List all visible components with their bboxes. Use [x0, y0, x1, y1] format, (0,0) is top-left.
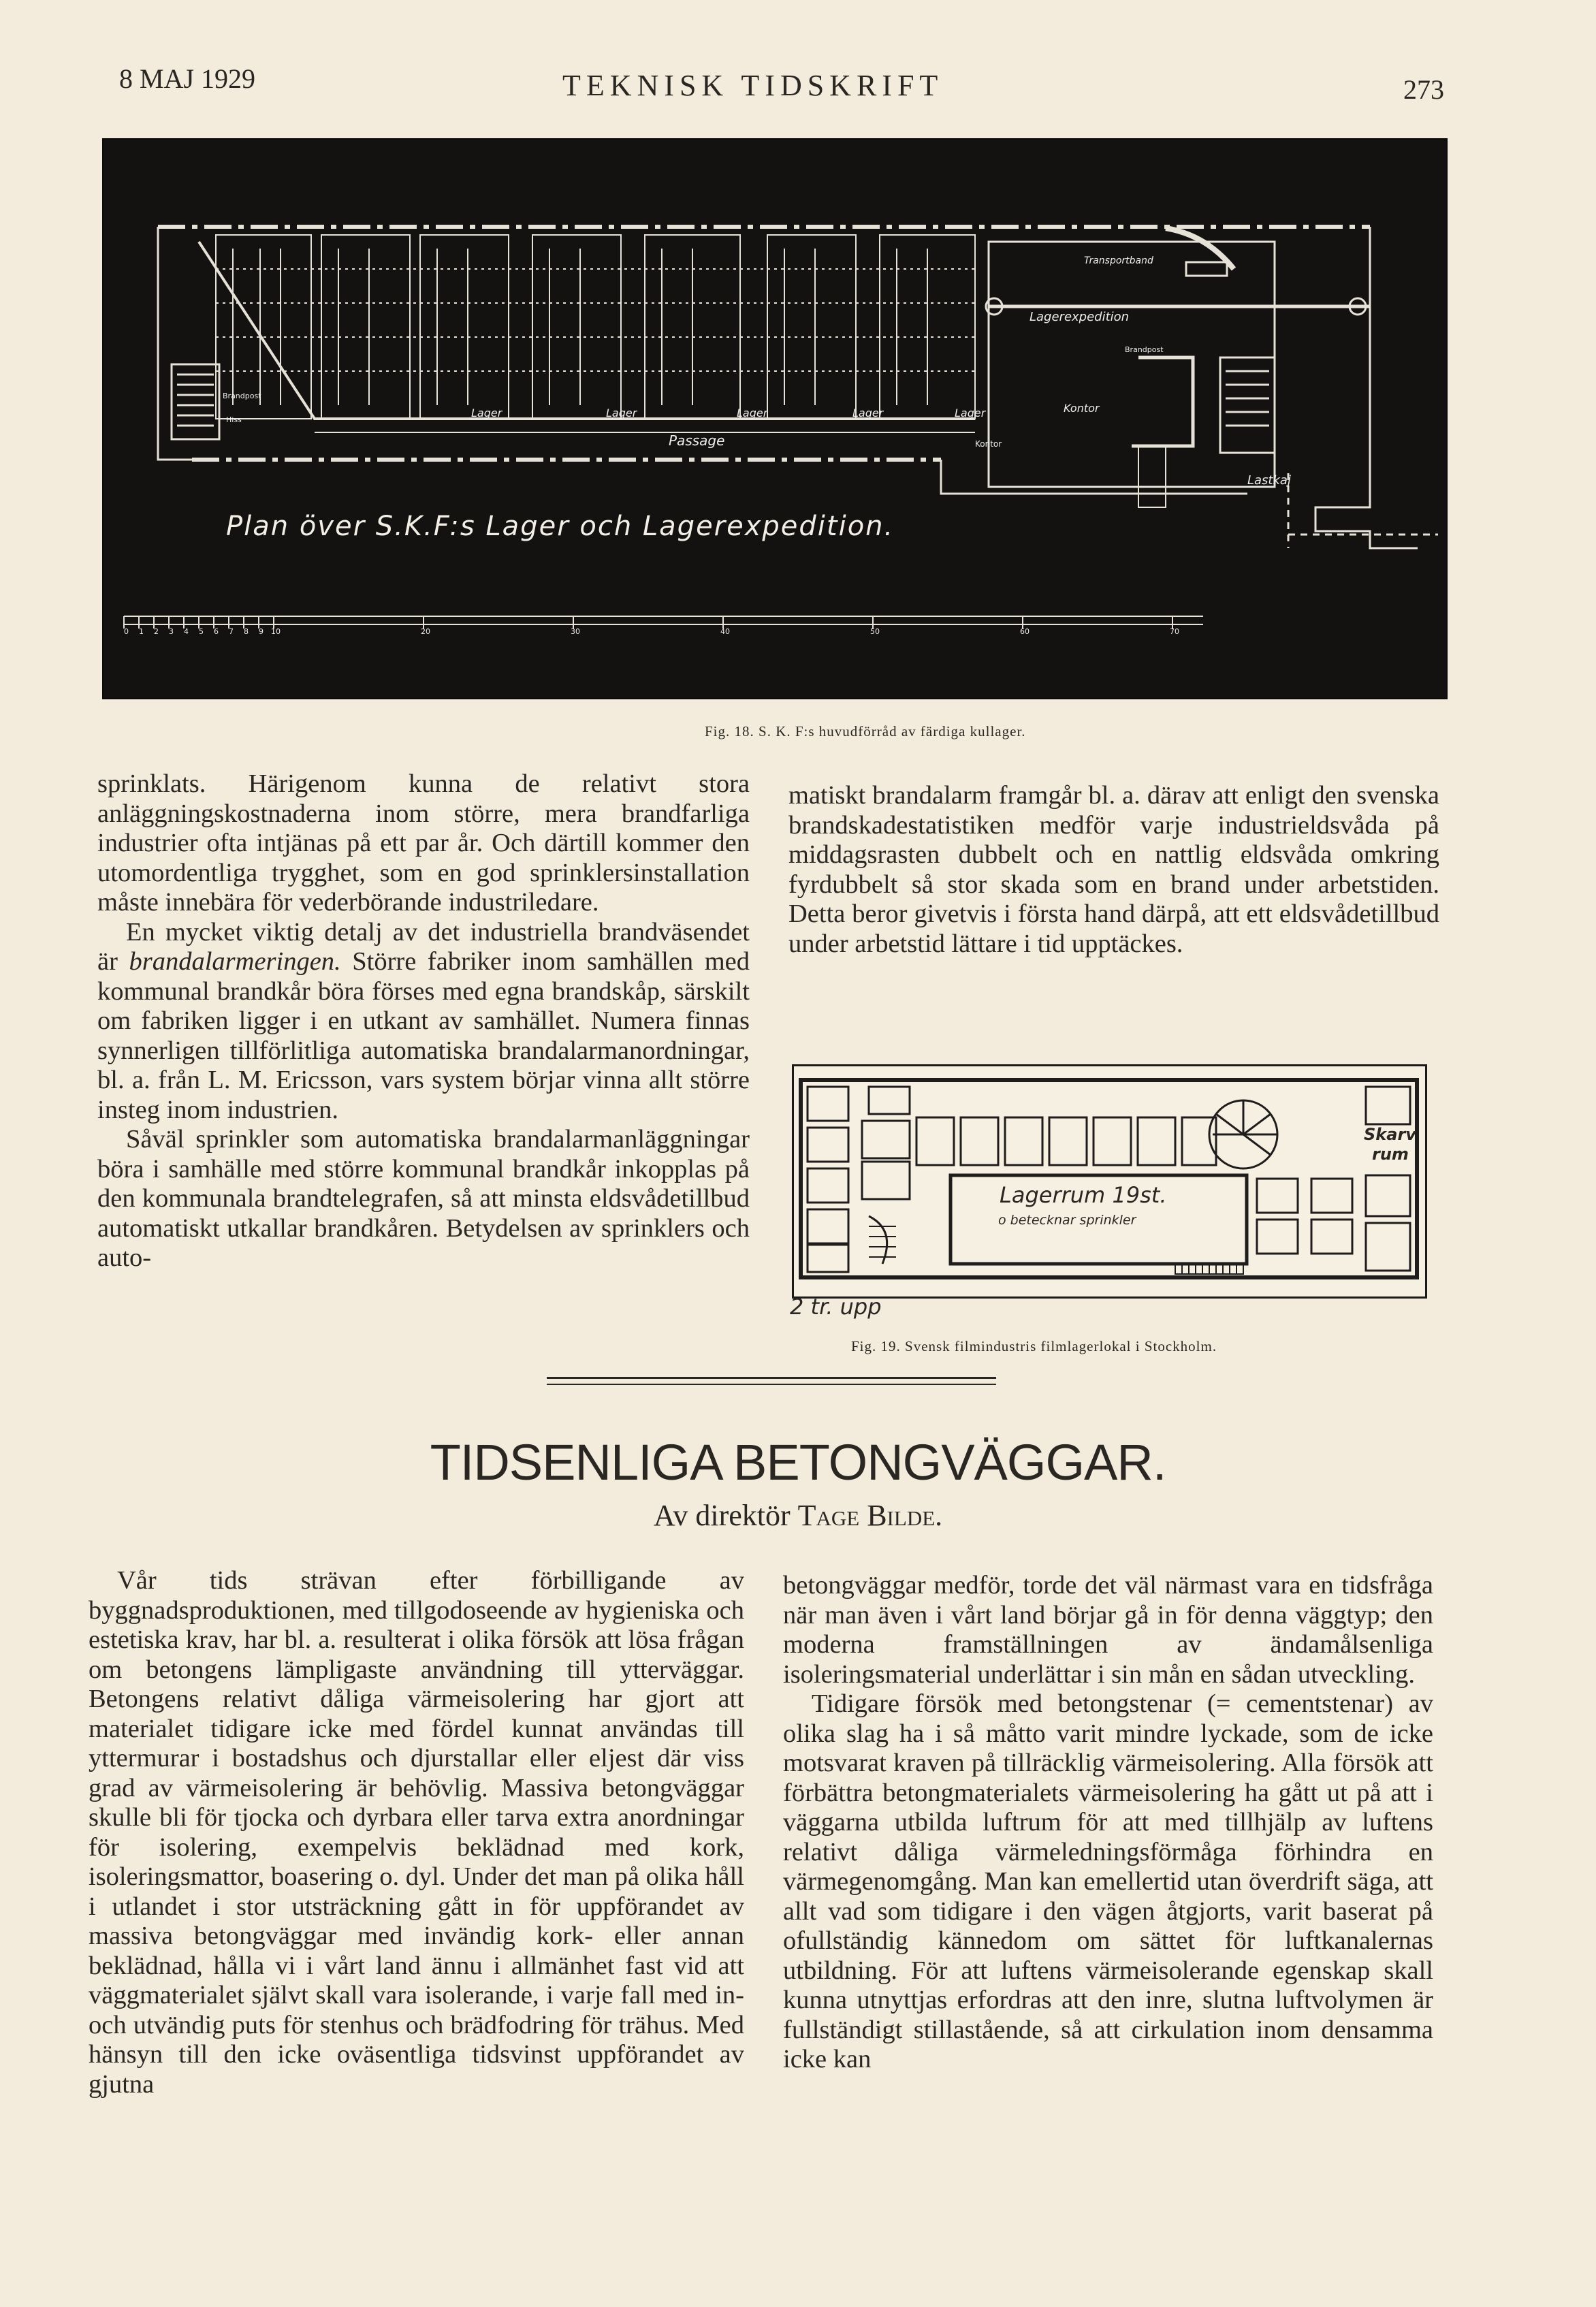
scale-ticks [117, 627, 1207, 641]
label-lager-4: Lager [852, 407, 884, 419]
author-name: Tage Bilde. [797, 1499, 943, 1532]
room-label: Lagerrum 19st. [1000, 1182, 1167, 1208]
scale-tick: 70 [1170, 627, 1179, 636]
label-kontor-2: Kontor [975, 439, 1002, 449]
label-kontor-1: Kontor [1064, 402, 1100, 415]
label-lager-3: Lager [737, 407, 768, 419]
scale-tick: 30 [571, 627, 580, 636]
label-lager-2: Lager [606, 407, 637, 419]
label-lastkaj: Lastkaj [1247, 473, 1291, 488]
paragraph: Såväl sprinkler som automatiska brandalarmanläggningar böra i samhälle med större kommunal brandkår inkopplas på den kommunala brandtelegrafen, så att minsta eldsvådetillbud automatiskt utkallar brandkåren. Betydelsen av sprinklers och auto- [97, 1125, 750, 1272]
scale-tick: 6 [214, 627, 219, 636]
film-storage-plan-drawing [794, 1066, 1425, 1296]
label-brandpost-right: Brandpost [1125, 345, 1164, 354]
paragraph: Tidigare försök med betongstenar (= cementstenar) av olika slag ha i så måtto varit mindre lyckade, som de icke motsvarat kraven på tillräcklig värmeisolering. Alla försök att förbättra betongmaterialets värmeisolering ha gått ut på att i väggarna utbilda luftrum för att med tillhjälp av luftens relativt dåliga värmeledningsförmåga förhindra en värmegenomgång. Man kan emellertid utan överdrift säga, att allt vad som tidigare i den vägen åtgjorts, varit baserat på ofullständig kännedom om sättet för luftkanalernas utbildning. För att luftens värmeisolerande egenskap skall kunna utnyttjas erfordras att den inre, slutna luftvolymen är fullständigt stillastående, så att cirkulation inom densamma icke kan [783, 1689, 1433, 2073]
text-run: Större fabriker inom samhällen med kommunal brandkår böra förses med egna brandskåp, särskilt om fabriken ligger i en utkant av samhället. Numera finnas synnerligen tillförlitliga automatiska brandalarmanordningar, bl. a. från L. M. Ericsson, vars system börjar vinna allt större insteg inom industrien. [97, 947, 750, 1124]
label-transportband: Transportband [1084, 255, 1153, 266]
label-passage: Passage [669, 432, 725, 449]
storage-bays [216, 235, 975, 419]
article-title: TIDSENLIGA BETONGVÄGGAR. [430, 1434, 1166, 1491]
upper-left-column [97, 769, 750, 1273]
scale-tick: 0 [124, 627, 129, 636]
scale-tick: 8 [244, 627, 249, 636]
label-lager-1: Lager [471, 407, 502, 419]
article-byline [0, 1498, 1596, 1533]
scale-tick: 7 [229, 627, 234, 636]
article-divider [547, 1384, 996, 1385]
scale-tick: 1 [139, 627, 144, 636]
emphasis: brandalarmeringen. [129, 947, 341, 976]
scale-tick: 2 [154, 627, 159, 636]
figure-18-caption: Fig. 18. S. K. F:s huvudförråd av färdiga kullager. [705, 723, 1026, 739]
scale-tick: 10 [271, 627, 281, 636]
article-divider [547, 1377, 996, 1379]
scale-tick: 5 [199, 627, 204, 636]
vault-cells-right [1257, 1087, 1410, 1271]
scale-tick: 4 [184, 627, 189, 636]
paragraph: sprinklats. Härigenom kunna de relativt stora anläggningskostnaderna inom större, mera brandfarliga industrier ofta intjänas på ett par år. Och därtill kommer den utomordentliga trygghet, som en god sprinklersinstallation måste innebära för vederbörande industriledare. [97, 769, 750, 917]
paragraph: Vår tids strävan efter förbilligande av byggnadsproduktionen, med tillgodoseende av hygieniska och estetiska krav, har bl. a. resulterat i olika försök att lösa frågan om betongens lämpligaste användning till ytterväggar. Betongens relativt dåliga värmeisolering har gjort att materialet tidigare icke med fördel kunnat användas till yttermurar i bostadshus och djurstallar eller eljest där viss grad av värmeisolering är behövlig. Massiva betongväggar skulle bli för tjocka och dyrbara eller tarva extra anordningar för isolering, exempelvis beklädnad med kork, isoleringsmattor, boasering o. dyl. Under det man på olika håll i utlandet i stor utsträckning gått in för uppförandet av massiva betongväggar med invändig kork- eller annan beklädnad, hålla vi i vårt land ännu i allmänhet fast vid att väggmaterialet självt skall vara isolerande, i varje fall med in- och utvändig puts för stenhus och brädfodring för trähus. Med hänsyn till den icke oväsentliga tidsvinst uppförandet av gjutna [89, 1566, 744, 2099]
lower-left-column [89, 1566, 744, 2099]
label-hiss: Hiss [226, 415, 242, 424]
page-number: 273 [1403, 74, 1444, 105]
label-brandpost-left: Brandpost [223, 392, 261, 400]
scale-tick: 60 [1020, 627, 1030, 636]
stair-label: 2 tr. upp [790, 1294, 882, 1320]
label-lager-5: Lager [955, 407, 986, 419]
page-date: 8 MAJ 1929 [119, 63, 256, 94]
sprinkler-legend: o betecknar sprinkler [998, 1213, 1136, 1228]
scale-tick: 20 [421, 627, 430, 636]
scale-tick: 3 [169, 627, 174, 636]
upper-right-column [788, 781, 1439, 959]
text-run: En mycket viktig detalj av det industriella brandväsendet är [97, 917, 750, 976]
paragraph [97, 918, 750, 1126]
drawing-title: Plan över S.K.F:s Lager och Lagerexpedition. [226, 511, 895, 542]
label-lagerexpedition: Lagerexpedition [1030, 310, 1130, 324]
paragraph: betongväggar medför, torde det väl närmast vara en tidsfråga när man även i vårt land börjar gå in för denna väggtyp; den moderna framställningen av ändamålsenliga isoleringsmaterial underlättar i sin mån en sådan utveckling. [783, 1571, 1433, 1689]
figure-19-floor-plan [792, 1064, 1427, 1299]
vault-cells-top [869, 1087, 1216, 1165]
scale-tick: 9 [259, 627, 264, 636]
figure-19-caption: Fig. 19. Svensk filmindustris filmlagerlokal i Stockholm. [851, 1338, 1217, 1354]
corner-label: Skarv [1364, 1125, 1416, 1144]
scale-tick: 40 [720, 627, 730, 636]
byline-prefix: Av direktör [653, 1499, 798, 1532]
scale-tick: 50 [870, 627, 880, 636]
figure-18-blueprint [102, 138, 1448, 699]
paragraph: matiskt brandalarm framgår bl. a. därav att enligt den svenska brandskadestatistiken medför varje industrieldsvåda på middagsrasten dubbelt och en nattlig eldsvåda omkring fyrdubbelt så stor skada som en brand under arbetstiden. Detta beror givetvis i första hand därpå, att ett eldsvådetillbud under arbetstid lättare i tid upptäckes. [788, 781, 1439, 958]
corner-label: rum [1372, 1145, 1409, 1164]
lower-right-column [783, 1571, 1433, 2075]
journal-title: TEKNISK TIDSKRIFT [562, 69, 944, 102]
floor-plan-drawing [103, 140, 1446, 698]
